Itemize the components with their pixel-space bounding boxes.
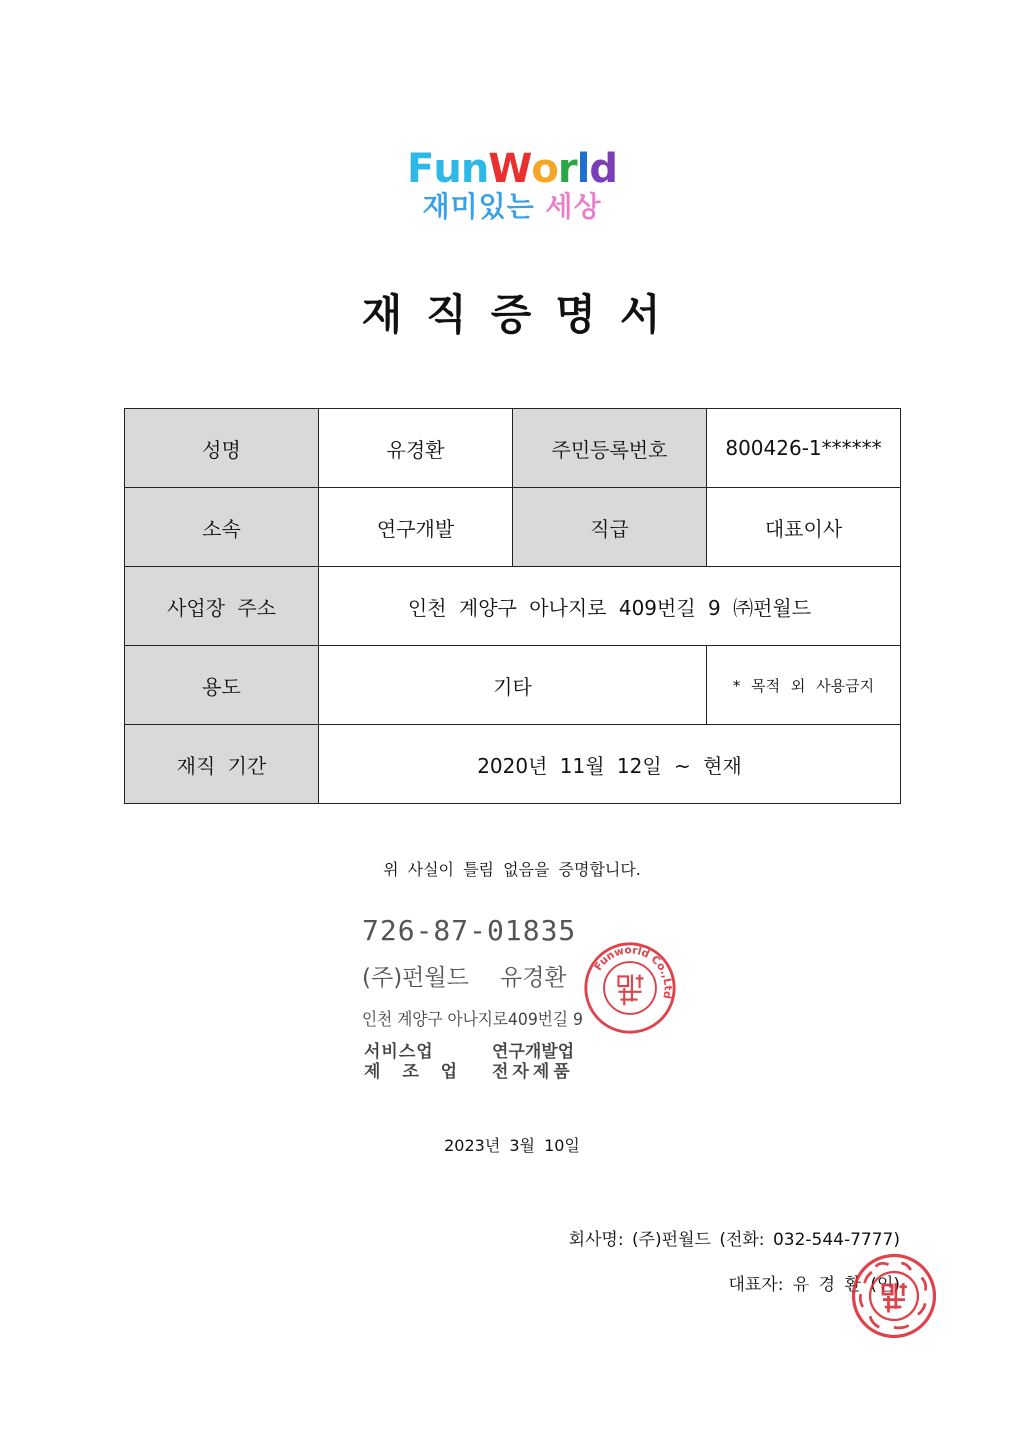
name-label: 성명 (125, 409, 319, 488)
address-value: 인천 계양구 아나지로 409번길 9 ㈜펀월드 (319, 567, 901, 646)
position-value: 대표이사 (707, 488, 901, 567)
issue-date: 2023년 3월 10일 (444, 1136, 580, 1155)
company-logo (400, 148, 624, 228)
logo-letter: o (531, 146, 558, 192)
document-title: 재직증명서 (361, 290, 685, 339)
table-row (125, 646, 901, 725)
logo-subtitle-part: 재미있는 (422, 190, 535, 223)
company-info-line: 회사명: (주)펀월드 (전화: 032-544-7777) (568, 1230, 900, 1250)
logo-subtitle (400, 190, 624, 224)
stamp-owner-name: 유경환 (500, 965, 567, 991)
stamp-company-name: (주)펀월드 (362, 965, 469, 991)
seal-text: Funworld Co.,Ltd (592, 944, 674, 1000)
table-row (125, 409, 901, 488)
rrn-value: 800426-1****** (707, 409, 901, 488)
logo-letter: r (557, 146, 577, 192)
business-stamp (360, 912, 678, 1088)
logo-letter: n (460, 146, 489, 192)
name-value: 유경환 (319, 409, 513, 488)
purpose-note: * 목적 외 사용금지 (707, 646, 901, 725)
logo-subtitle-part: 세상 (545, 190, 602, 223)
logo-letter: u (433, 146, 461, 192)
purpose-label: 용도 (125, 646, 319, 725)
table-row (125, 567, 901, 646)
logo-wordmark (400, 148, 624, 190)
stamp-business-item: 연구개발업 (492, 1042, 575, 1062)
stamp-business-type: 제 조 업 (364, 1062, 466, 1082)
representative-line: 대표자: 유 경 환 (인) (728, 1275, 900, 1295)
stamp-address: 인천 계양구 아나지로409번길 9 (362, 1010, 583, 1030)
period-label: 재직 기간 (125, 725, 319, 804)
department-value: 연구개발 (319, 488, 513, 567)
department-label: 소속 (125, 488, 319, 567)
certification-statement: 위 사실이 틀림 없음을 증명합니다. (383, 860, 641, 879)
company-seal-icon (582, 940, 678, 1036)
position-label: 직급 (513, 488, 707, 567)
business-registration-number: 726-87-01835 (362, 914, 577, 947)
logo-letter: W (488, 146, 532, 192)
table-row (125, 488, 901, 567)
address-label: 사업장 주소 (125, 567, 319, 646)
stamp-business-item: 전자제품 (492, 1062, 574, 1082)
table-row (125, 725, 901, 804)
logo-letter: l (576, 146, 590, 192)
rrn-label: 주민등록번호 (513, 409, 707, 488)
employment-info-table (124, 408, 901, 804)
purpose-value: 기타 (319, 646, 707, 725)
stamp-business-type: 서비스업 (364, 1042, 434, 1062)
period-value: 2020년 11월 12일 ~ 현재 (319, 725, 901, 804)
logo-letter: d (589, 146, 617, 192)
representative-seal-icon (848, 1250, 940, 1342)
logo-letter: F (407, 146, 434, 192)
